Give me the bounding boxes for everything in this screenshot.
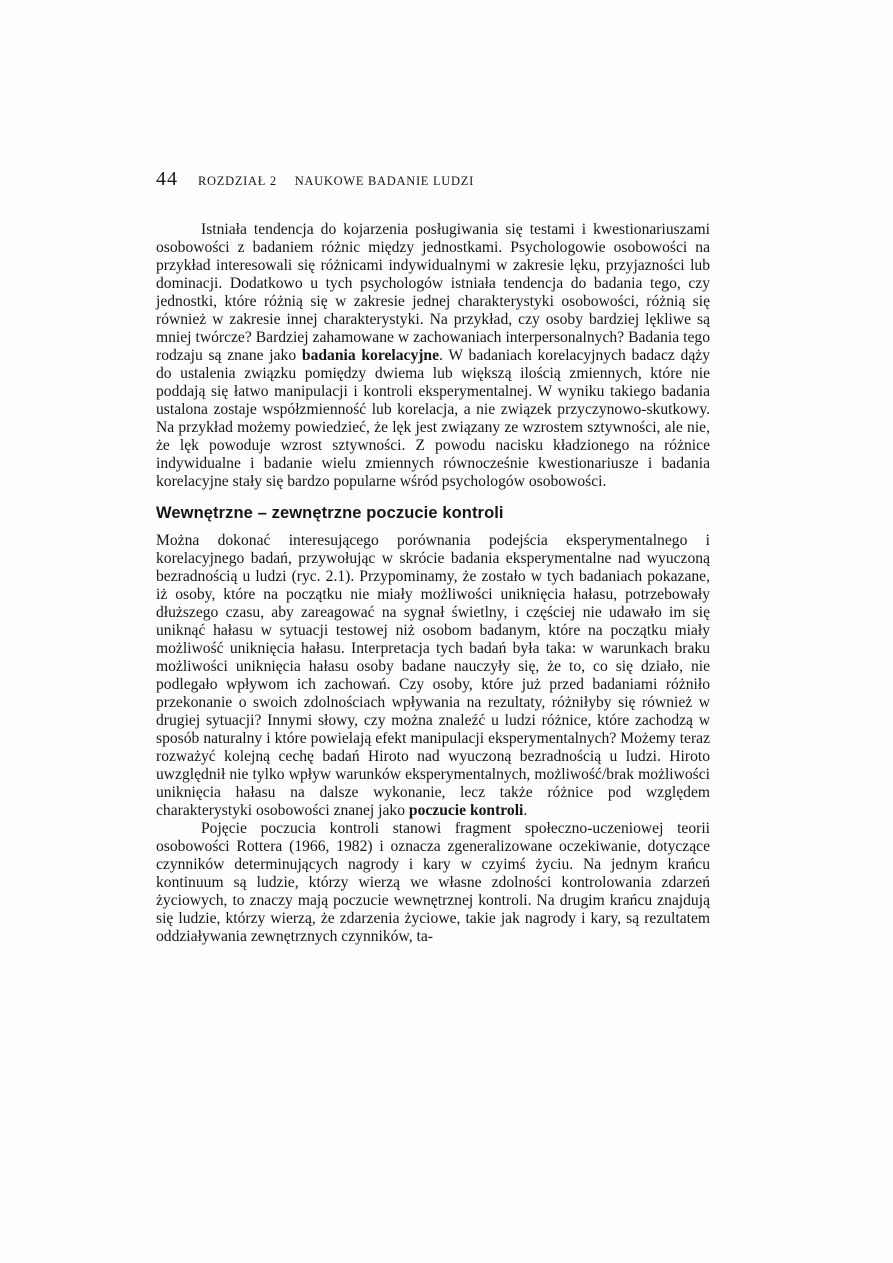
- paragraph-rotter-theory: [156, 820, 710, 946]
- bold-term-badania-korelacyjne: badania korelacyjne: [301, 347, 440, 364]
- paragraph-hiroto-study: [156, 532, 710, 820]
- paragraph-text: . W badaniach korelacyjnych badacz dąży do ustalenia związku pomiędzy dwiema lub większą ilością zmiennych, które nie poddają się łatwo manipulacji i kontroli eksperymentalnej. W wyniku takiego badania ustalona zostaje współzmienność lub korelacja, a nie związek przyczynowo-skutkowy. Na przykład możemy powiedzieć, że lęk jest związany ze wzrostem sztywności, ale nie, że lęk powoduje wzrost sztywności. Z powodu nacisku kładzionego na różnice indywidualne i badanie wielu zmiennych równocześnie kwestionariusze i badania korelacyjne stały się bardzo popularne wśród psychologów osobowości.: [156, 347, 710, 490]
- chapter-label: ROZDZIAŁ 2: [198, 174, 277, 188]
- page-body: [156, 221, 710, 946]
- paragraph-correlational-research: [156, 221, 710, 491]
- paragraph-text: Pojęcie poczucia kontroli stanowi fragment społeczno-uczeniowej teorii osobowości Rottera (1966, 1982) i oznacza zgeneralizowane oczekiwanie, dotyczące czynników determinujących nagrody i kary w czyimś życiu. Na jednym krańcu kontinuum są ludzie, którzy wierzą we własne zdolności kontrolowania zdarzeń życiowych, to znaczy mają poczucie wewnętrznej kontroli. Na drugim krańcu znajdują się ludzie, którzy wierzą, że zdarzenia życiowe, takie jak nagrody i kary, są rezultatem oddziaływania zewnętrznych czynników, ta-: [156, 820, 710, 945]
- running-header: [156, 168, 712, 191]
- bold-term-poczucie-kontroli: poczucie kontroli: [408, 802, 524, 819]
- running-head: [198, 174, 474, 189]
- page-number: 44: [156, 168, 178, 190]
- paragraph-text: .: [523, 802, 528, 819]
- paragraph-text: Istniała tendencja do kojarzenia posługiwania się testami i kwestionariuszami osobowości z badaniem różnic między jednostkami. Psychologowie osobowości na przykład interesowali się różnicami indywidualnymi w zakresie lęku, przyjazności lub dominacji. Dodatkowo u tych psychologów istniała tendencja do badania tego, czy jednostki, które różnią się w zakresie jednej charakterystyki osobowości, różnią się również w zakresie innej charakterystyki. Na przykład, czy osoby bardziej lękliwe są mniej twórcze? Bardziej zahamowane w zachowaniach interpersonalnych? Badania tego rodzaju są znane jako: [156, 221, 710, 364]
- chapter-title: NAUKOWE BADANIE LUDZI: [294, 174, 474, 188]
- section-heading-locus-of-control: Wewnętrzne – zewnętrzne poczucie kontroli: [156, 504, 504, 522]
- paragraph-text: Można dokonać interesującego porównania podejścia eksperymentalnego i korelacyjnego badań, przywołując w skrócie badania eksperymentalne nad wyuczoną bezradnością u ludzi (ryc. 2.1). Przypominamy, że zostało w tych badaniach pokazane, iż osoby, które na początku nie miały możliwości uniknięcia hałasu, potrzebowały dłuższego czasu, aby zareagować na sygnał świetlny, i częściej nie udawało im się uniknąć hałasu w sytuacji testowej niż osobom badanym, które na początku miały możliwość uniknięcia hałasu. Interpretacja tych badań była taka: w warunkach braku możliwości uniknięcia hałasu osoby badane nauczyły się, że to, co się działo, nie podlegało wpływom ich zachowań. Czy osoby, które już przed badaniami różniło przekonanie o swoich zdolnościach wpływania na rezultaty, różniłyby się również w drugiej sytuacji? Innymi słowy, czy można znaleźć u ludzi różnice, które zachodzą w sposób naturalny i które powielają efekt manipulacji eksperymentalnych? Możemy teraz rozważyć kolejną cechę badań Hiroto nad wyuczoną bezradnością u ludzi. Hiroto uwzględnił nie tylko wpływ warunków eksperymentalnych, możliwość/brak możliwości uniknięcia hałasu na dalsze wykonanie, lecz także różnice pod względem charakterystyki osobowości znanej jako: [156, 532, 710, 819]
